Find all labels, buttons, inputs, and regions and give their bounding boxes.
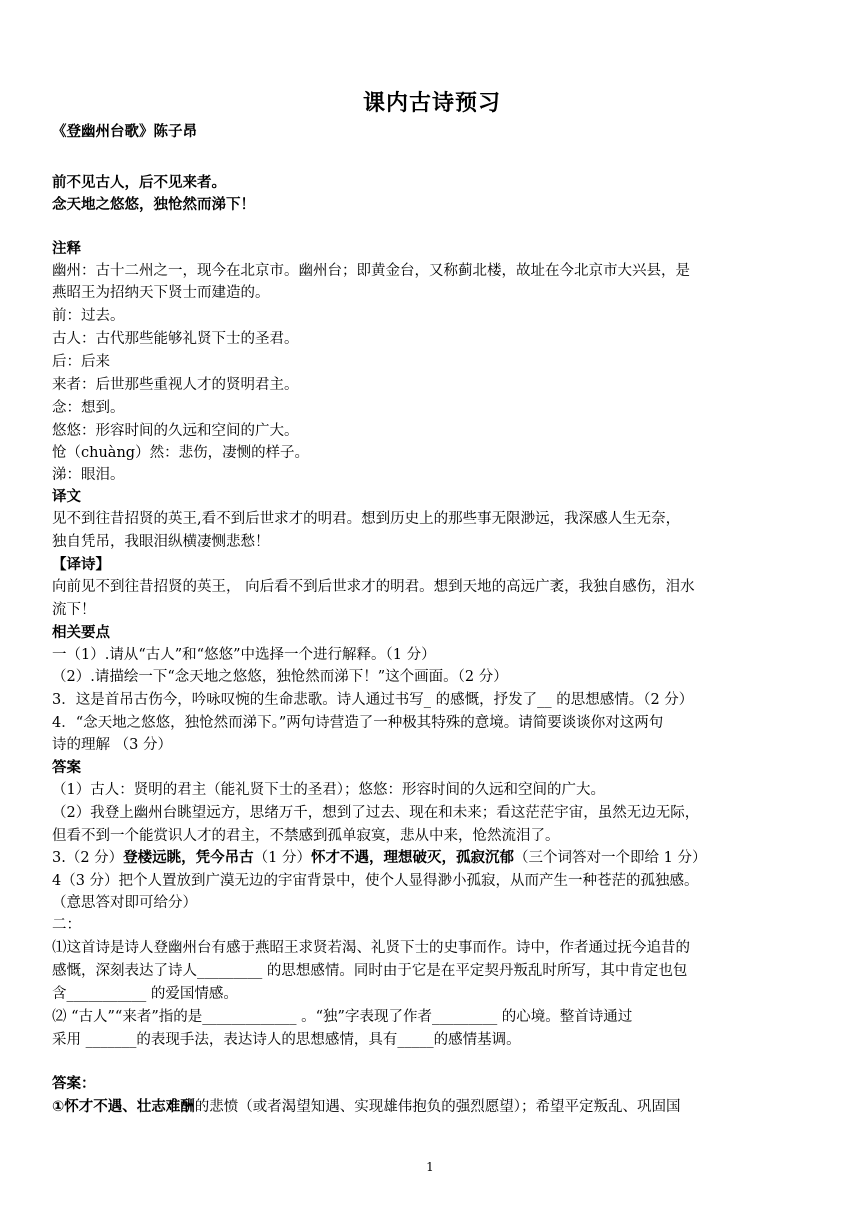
yishi-line: 流下！ [52,602,96,618]
note-line: 悠悠：形容时间的久远和空间的广大。 [52,423,299,439]
translation-line: 见不到往昔招贤的英王,看不到后世求才的明君。想到历史上的那些事无限渺远，我深感人生无奈， [52,511,681,527]
note-line: 古人：古代那些能够礼贤下士的圣君。 [52,331,299,347]
answers2-key: ①怀才不遇、壮志难酬 [52,1099,195,1115]
poem-title: 《登幽州台歌》陈子昂 [52,124,197,140]
poem-line-2: 念天地之悠悠，独怆然而涕下！ [52,197,255,213]
page-title: 课内古诗预习 [362,91,501,116]
translation-heading: 译文 [52,489,81,505]
answer-line: （1）古人：贤明的君主（能礼贤下士的圣君）；悠悠：形容时间的久远和空间的广大。 [52,782,605,798]
answer-4-line: 4（3 分）把个人置放到广漠无边的宇宙背景中，使个人显得渺小孤寂，从而产生一种苍茫的孤独感。 [52,873,699,889]
answer-3-key: 登楼远眺，凭今吊古 [123,850,254,866]
answer-3-key: 怀才不遇，理想破灭，孤寂沉郁 [311,850,515,866]
answers-heading: 答案 [52,760,81,776]
answer-line: 但看不到一个能赏识人才的君主，不禁感到孤单寂寞，悲从中来，怆然流泪了。 [52,828,560,844]
answer-3-note: （三个词答对一个即给 1 分） [514,850,707,866]
note-line: 涕：眼泪。 [52,467,125,483]
answer-3-line [52,847,706,869]
yishi-heading: 【译诗】 [52,557,110,573]
note-line: 念：想到。 [52,400,125,416]
note-line: 前：过去。 [52,308,125,324]
answers2-line [52,1096,681,1118]
question-line: 4．“念天地之悠悠，独怆然而涕下。”两句诗营造了一种极其特殊的意境。请简要谈谈你对这两句 [52,715,664,731]
note-line: 怆（chuàng）然：悲伤，凄恻的样子。 [52,445,310,461]
part2-line: 感慨，深刻表达了诗人_________ 的思想感情。同时由于它是在平定契丹叛乱时所写，其中肯定也包 [52,963,688,979]
part2-line: 含___________ 的爱国情感。 [52,986,238,1002]
part2-line: ⑴这首诗是诗人登幽州台有感于燕昭王求贤若渴、礼贤下士的史事而作。诗中，作者通过抚今追昔的 [52,940,690,956]
question-line: 3．这是首吊古伤今，吟咏叹惋的生命悲歌。诗人通过书写_ 的感慨，抒发了__ 的思想感情。（2 分） [52,692,694,708]
poem-line-1: 前不见古人，后不见来者。 [52,175,226,191]
note-line: 燕昭王为招纳天下贤士而建造的。 [52,285,270,301]
note-line: 后：后来 [52,354,110,370]
answers2-text: 的悲愤（或者渴望知遇、实现雄伟抱负的强烈愿望）；希望平定叛乱、巩固国 [194,1099,681,1115]
notes-heading: 注释 [52,241,81,257]
answers2-heading: 答案： [52,1076,96,1092]
note-line: 幽州：古十二州之一，现今在北京市。幽州台；即黄金台，又称蓟北楼，故址在今北京市大兴县，是 [52,263,690,279]
answer-3-score: （1 分） [253,850,312,866]
part2-line: ⑵ “古人”“来者”指的是_____________ 。“独”字表现了作者_________ 的心境。整首诗通过 [52,1009,633,1025]
note-line: 来者：后世那些重视人才的贤明君主。 [52,377,299,393]
question-line: 诗的理解 （3 分） [52,737,172,753]
yishi-line: 向前见不到往昔招贤的英王， 向后看不到后世求才的明君。想到天地的高远广袤，我独自感伤，泪水 [52,579,695,595]
answer-3-prefix: 3.（2 分） [52,850,124,866]
answer-4-line: （意思答对即可给分） [52,895,197,911]
part2-heading: 二： [52,917,81,933]
part2-line: 采用 _______的表现手法，表达诗人的思想感情，具有_____的感情基调。 [52,1032,521,1048]
translation-line: 独自凭吊，我眼泪纵横凄恻悲愁！ [52,534,270,550]
question-line: （2）.请描绘一下“念天地之悠悠，独怆然而涕下！”这个画面。（2 分） [52,669,508,685]
points-heading: 相关要点 [52,625,110,641]
page-number: 1 [426,1160,434,1174]
answer-line: （2）我登上幽州台眺望远方，思绪万千，想到了过去、现在和未来；看这茫茫宇宙，虽然无边无际， [52,805,700,821]
question-line: 一（1）.请从“古人”和“悠悠”中选择一个进行解释。（1 分） [52,647,436,663]
